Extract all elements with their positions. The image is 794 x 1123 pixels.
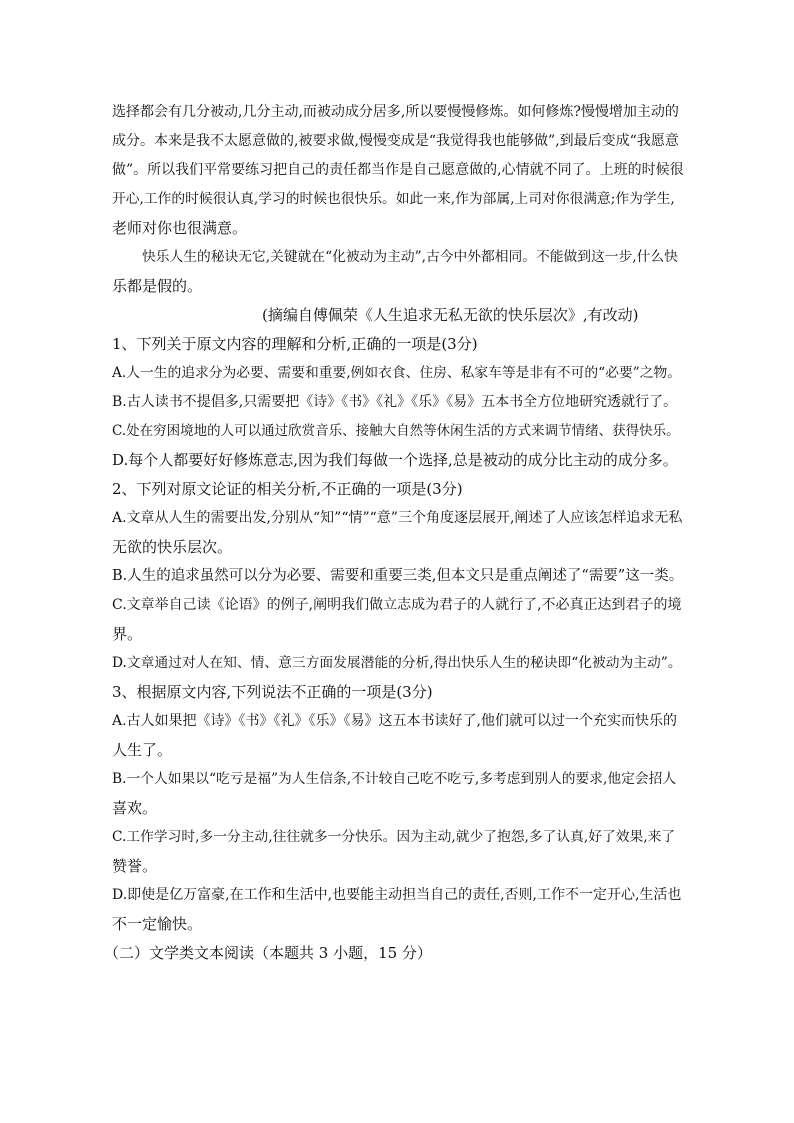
option-d: D.每个人都要好好修炼意志,因为我们每做一个选择,总是被动的成分比主动的成分多。 <box>112 451 678 469</box>
option-c: C.处在穷困境地的人可以通过欣赏音乐、接触大自然等休闲生活的方式来调节情绪、获得快乐。 <box>112 423 680 439</box>
option-b: B.人生的追求虽然可以分为必要、需要和重要三类,但本文只是重点阐述了“需要”这一类。 <box>112 568 684 584</box>
option-d: D.文章通过对人在知、情、意三方面发展潜能的分析,得出快乐人生的秘诀即“化被动为主动”。 <box>112 655 682 671</box>
closing-line: 快乐人生的秘诀无它,关键就在“化被动为主动”,古今中外都相同。不能做到这一步,什么快 <box>142 249 678 265</box>
question-1 <box>112 330 684 475</box>
option-a: A.古人如果把《诗》《书》《礼》《乐》《易》这五本书读好了,他们就可以过一个充实而快乐的 <box>112 713 678 729</box>
question-stem: 2、下列对原文论证的相关分析,不正确的一项是(3分) <box>112 480 463 498</box>
option-c-continued: 赞誉。 <box>112 857 158 875</box>
passage-paragraph <box>112 98 684 243</box>
question-stem: 3、根据原文内容,下列说法不正确的一项是(3分) <box>112 683 433 701</box>
option-b-continued: 喜欢。 <box>112 799 158 817</box>
option-b: B.古人读书不提倡多,只需要把《诗》《书》《礼》《乐》《易》五本书全方位地研究透就行了。 <box>112 394 678 410</box>
passage-line: 老师对你也很满意。 <box>112 219 248 237</box>
option-d: D.即使是亿万富豪,在工作和生活中,也要能主动担当自己的责任,否则,工作不一定开心,生活也 <box>112 887 682 903</box>
option-c: C.工作学习时,多一分主动,往往就多一分快乐。因为主动,就少了抱怨,多了认真,好了效果,来了 <box>112 829 676 845</box>
passage-line: 开心,工作的时候很认真,学习的时候也很快乐。如此一来,作为部属,上司对你很满意;作为学生, <box>112 191 675 207</box>
option-a: A.文章从人生的需要出发,分别从“知”“情”“意”三个角度逐层展开,阐述了人应该怎样追求无私 <box>112 510 683 526</box>
source-citation: (摘编自傅佩荣《人生追求无私无欲的快乐层次》,有改动) <box>262 306 639 324</box>
passage-line: 做”。所以我们平常要练习把自己的责任都当作是自己愿意做的,心情就不同了。上班的时候很 <box>112 162 684 178</box>
passage-line: 选择都会有几分被动,几分主动,而被动成分居多,所以要慢慢修炼。如何修炼?慢慢增加主动的 <box>112 104 679 120</box>
option-a: A.人一生的追求分为必要、需要和重要,例如衣食、住房、私家车等是非有不可的“必要”之物。 <box>112 365 681 381</box>
closing-paragraph <box>112 243 684 301</box>
question-2 <box>112 475 684 678</box>
option-b: B.一个人如果以“吃亏是福”为人生信条,不计较自己吃不吃亏,多考虑到别人的要求,他定会招人 <box>112 771 677 787</box>
option-d-continued: 不一定愉快。 <box>112 915 203 933</box>
exam-page <box>104 98 684 968</box>
option-a-continued: 无欲的快乐层次。 <box>112 538 233 556</box>
option-c: C.文章举自己读《论语》的例子,阐明我们做立志成为君子的人就行了,不必真正达到君子的境 <box>112 597 682 613</box>
question-3 <box>112 678 684 939</box>
option-c-continued: 界。 <box>112 625 143 643</box>
question-stem: 1、下列关于原文内容的理解和分析,正确的一项是(3分) <box>112 335 478 353</box>
passage-line: 成分。本来是我不太愿意做的,被要求做,慢慢变成是“我觉得我也能够做”,到最后变成“我愿意 <box>112 133 679 149</box>
section-heading: （二）文学类文本阅读（本题共 3 小题，15 分） <box>104 944 432 962</box>
option-a-continued: 人生了。 <box>112 741 173 759</box>
closing-line: 乐都是假的。 <box>112 277 203 295</box>
